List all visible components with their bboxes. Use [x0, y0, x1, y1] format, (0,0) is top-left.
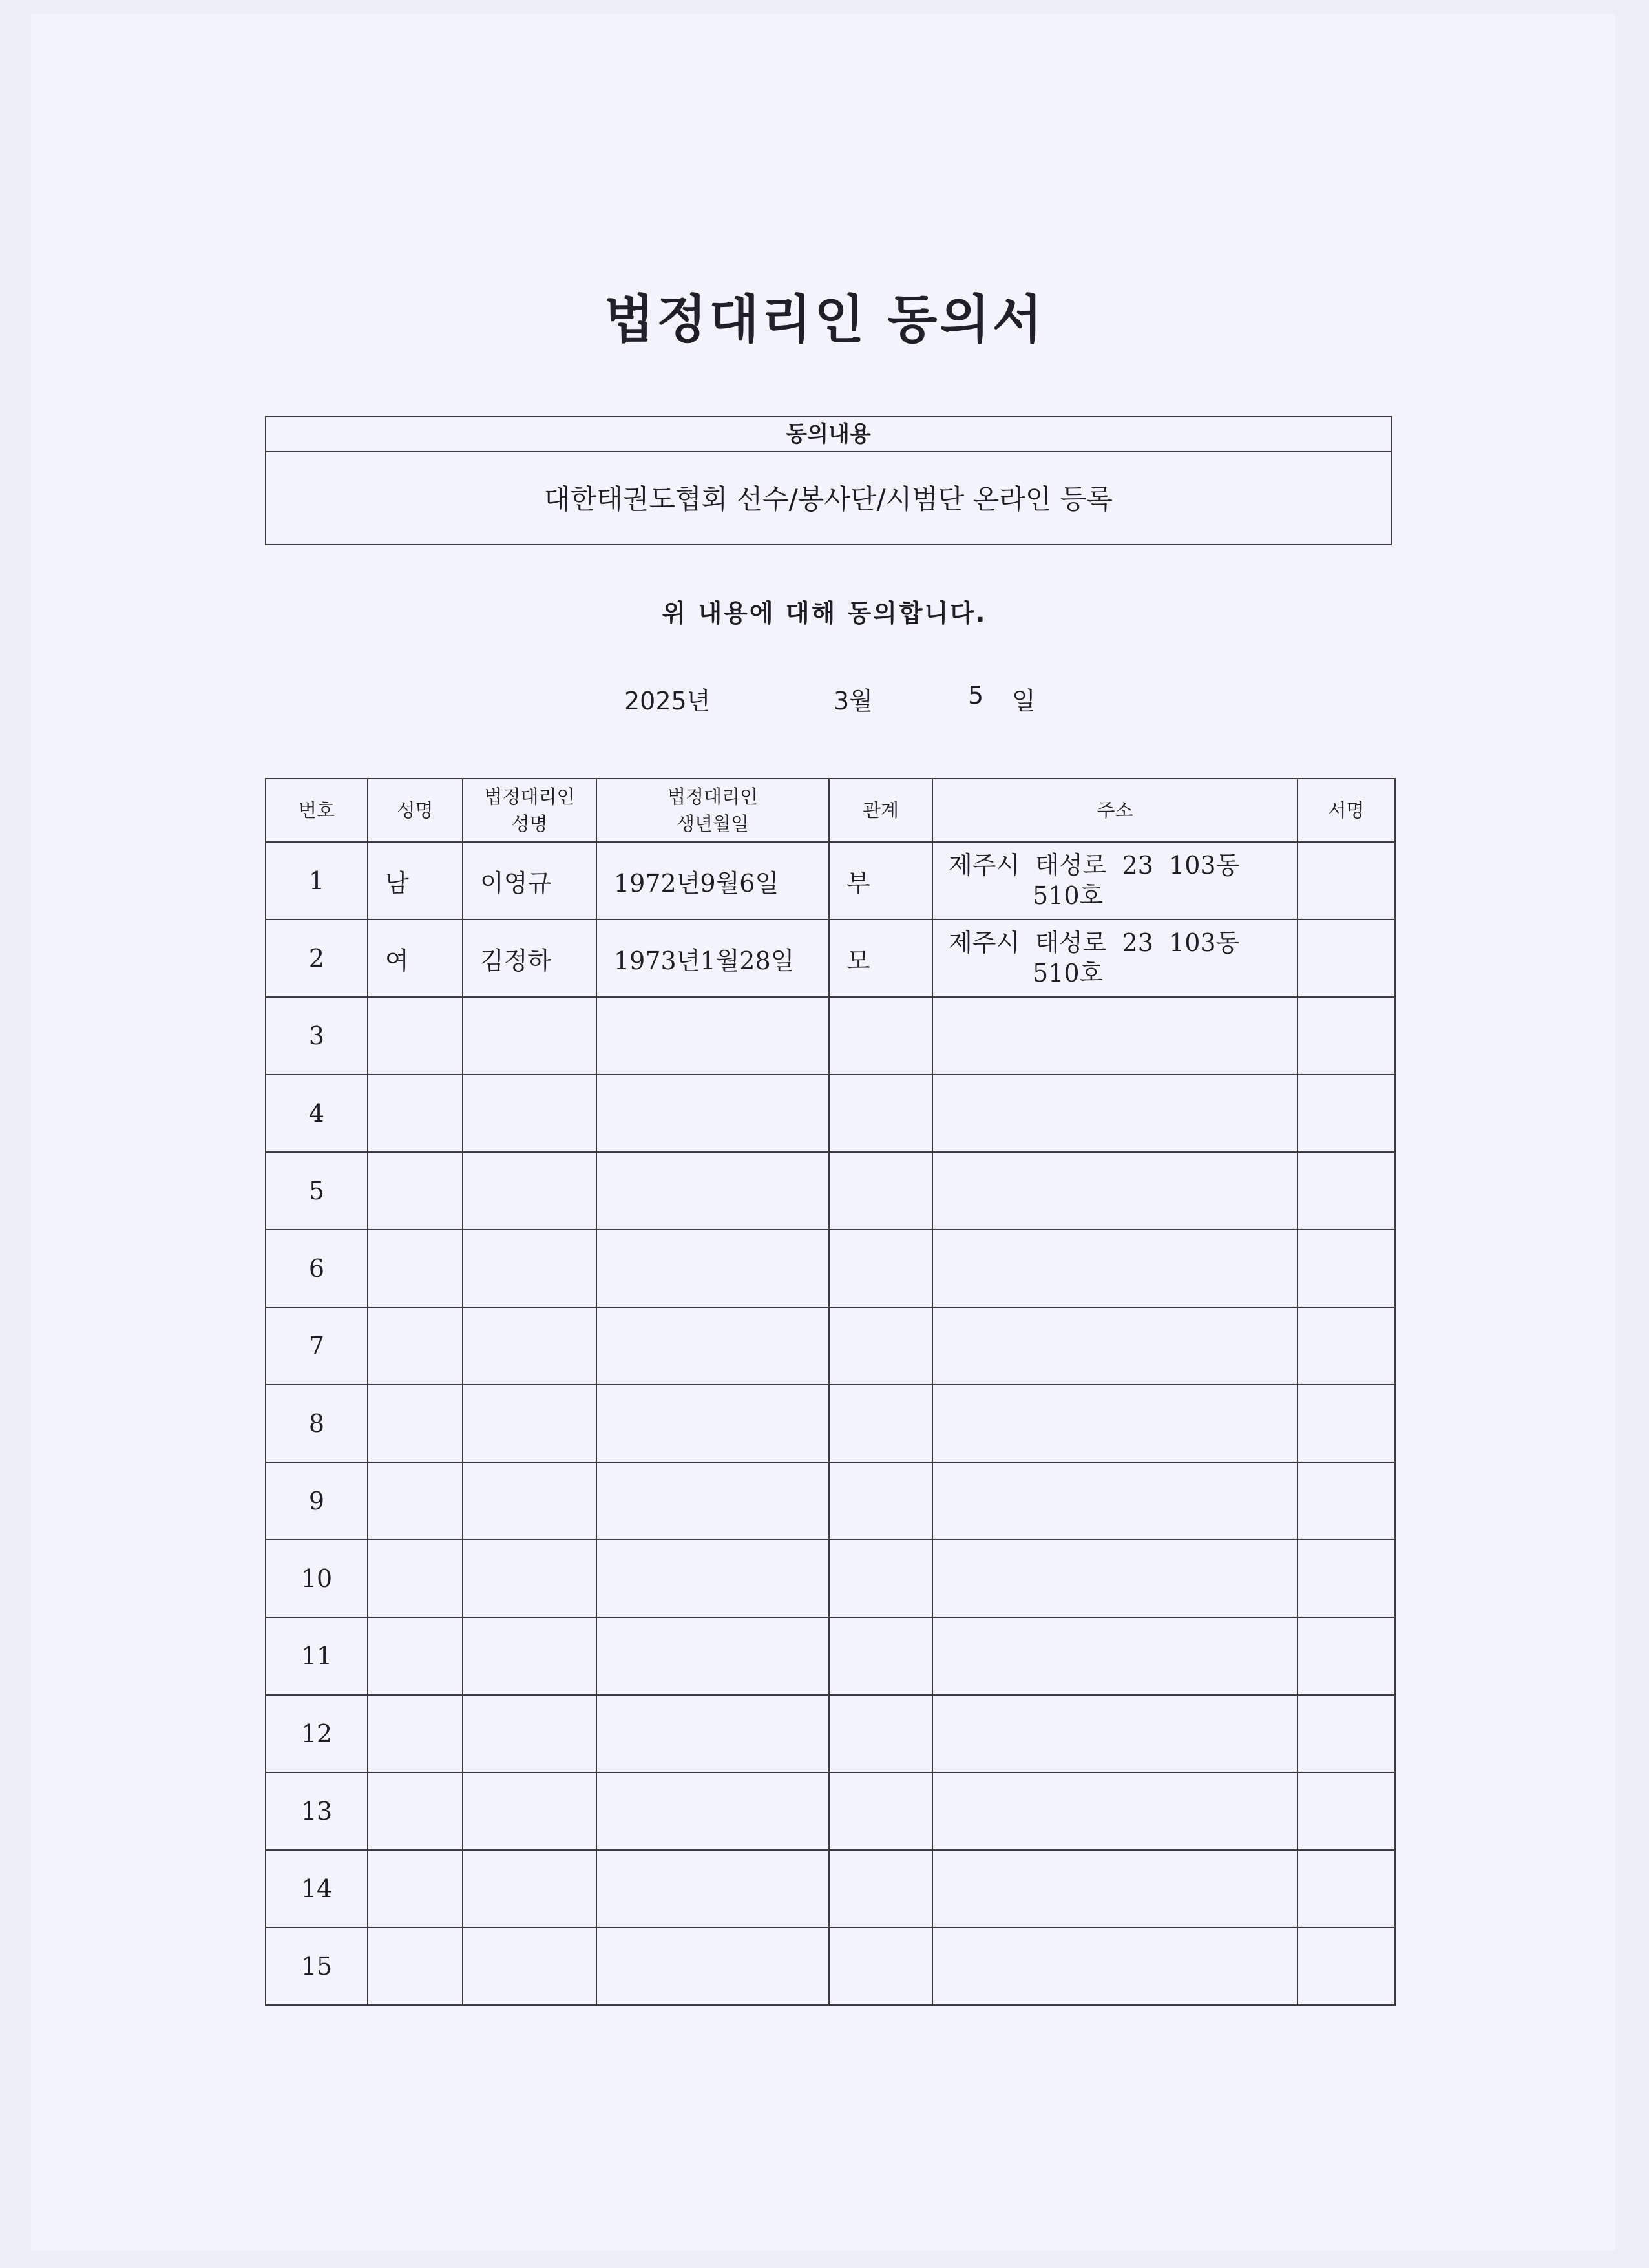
- address-line-2: 510호: [1033, 881, 1104, 910]
- table-row: [266, 1850, 1395, 1927]
- cell-name: [368, 1850, 463, 1927]
- cell-guardian-name: [463, 1772, 596, 1850]
- header-name: 성명: [368, 779, 463, 842]
- cell-name: [368, 1462, 463, 1540]
- cell-guardian-birth: 1972년9월6일: [596, 842, 829, 919]
- cell-name: [368, 1927, 463, 2005]
- cell-signature: [1297, 1772, 1395, 1850]
- header-guardian-name: 법정대리인 성명: [463, 779, 596, 842]
- cell-guardian-name: 이영규: [463, 842, 596, 919]
- cell-guardian-birth: [596, 1307, 829, 1385]
- table-row: [266, 1462, 1395, 1540]
- cell-guardian-name: [463, 1927, 596, 2005]
- cell-name: [368, 1075, 463, 1152]
- cell-no: 6: [266, 1230, 368, 1307]
- consent-box: [265, 416, 1392, 545]
- address-line-1: 제주시 태성로 23 103동: [949, 850, 1240, 879]
- cell-guardian-name: 김정하: [463, 919, 596, 997]
- cell-guardian-name: [463, 1307, 596, 1385]
- cell-guardian-birth: [596, 1850, 829, 1927]
- cell-address: [932, 1385, 1297, 1462]
- cell-no: 7: [266, 1307, 368, 1385]
- cell-address: [932, 919, 1297, 997]
- cell-no: 15: [266, 1927, 368, 2005]
- cell-signature: [1297, 1230, 1395, 1307]
- table-header-row: [266, 779, 1395, 842]
- cell-signature: [1297, 997, 1395, 1075]
- cell-no: 12: [266, 1695, 368, 1772]
- cell-name: 남: [368, 842, 463, 919]
- cell-name: [368, 997, 463, 1075]
- cell-signature: [1297, 1540, 1395, 1617]
- cell-guardian-birth: [596, 1540, 829, 1617]
- cell-relation: [829, 1462, 932, 1540]
- cell-address: [932, 1230, 1297, 1307]
- cell-guardian-name: [463, 997, 596, 1075]
- cell-guardian-name: [463, 1695, 596, 1772]
- cell-name: [368, 1695, 463, 1772]
- cell-address: [932, 1540, 1297, 1617]
- header-no: 번호: [266, 779, 368, 842]
- cell-relation: [829, 1540, 932, 1617]
- table-row: [266, 1540, 1395, 1617]
- table-row: [266, 1617, 1395, 1695]
- header-signature: 서명: [1297, 779, 1395, 842]
- agreement-statement: 위 내용에 대해 동의합니다.: [662, 599, 987, 627]
- table-row: [266, 1927, 1395, 2005]
- cell-signature: [1297, 1307, 1395, 1385]
- table-row: [266, 1230, 1395, 1307]
- cell-signature: [1297, 1152, 1395, 1230]
- cell-relation: [829, 1850, 932, 1927]
- cell-address: [932, 1075, 1297, 1152]
- address-line-1: 제주시 태성로 23 103동: [949, 928, 1240, 957]
- cell-no: 1: [266, 842, 368, 919]
- cell-guardian-birth: [596, 1772, 829, 1850]
- cell-relation: [829, 1772, 932, 1850]
- cell-signature: [1297, 1617, 1395, 1695]
- cell-guardian-birth: [596, 1075, 829, 1152]
- cell-guardian-name: [463, 1540, 596, 1617]
- table-row: [266, 1772, 1395, 1850]
- table-row: [266, 842, 1395, 919]
- cell-signature: [1297, 1695, 1395, 1772]
- cell-no: 2: [266, 919, 368, 997]
- table-row: [266, 1307, 1395, 1385]
- cell-guardian-name: [463, 1385, 596, 1462]
- cell-relation: [829, 1307, 932, 1385]
- cell-name: [368, 1307, 463, 1385]
- date-day: 5: [968, 681, 984, 709]
- table-row: [266, 1152, 1395, 1230]
- cell-address: [932, 1617, 1297, 1695]
- header-guardian-birth: 법정대리인 생년월일: [596, 779, 829, 842]
- table-row: [266, 1695, 1395, 1772]
- cell-guardian-name: [463, 1230, 596, 1307]
- cell-relation: [829, 1230, 932, 1307]
- cell-address: [932, 1927, 1297, 2005]
- cell-no: 3: [266, 997, 368, 1075]
- cell-signature: [1297, 1927, 1395, 2005]
- cell-address: [932, 1772, 1297, 1850]
- cell-guardian-birth: [596, 1927, 829, 2005]
- guardian-table: [265, 778, 1396, 2006]
- cell-relation: [829, 997, 932, 1075]
- consent-header: 동의내용: [266, 417, 1391, 452]
- cell-name: [368, 1385, 463, 1462]
- cell-guardian-birth: [596, 1152, 829, 1230]
- cell-guardian-birth: [596, 1385, 829, 1462]
- cell-signature: [1297, 1075, 1395, 1152]
- cell-signature: [1297, 919, 1395, 997]
- cell-guardian-birth: [596, 1462, 829, 1540]
- guardian-table-wrap: [265, 778, 1394, 2006]
- cell-relation: [829, 1927, 932, 2005]
- header-address: 주소: [932, 779, 1297, 842]
- date-year: 2025년: [624, 687, 711, 715]
- date-month: 3월: [834, 687, 873, 715]
- cell-guardian-name: [463, 1152, 596, 1230]
- address-line-2: 510호: [1033, 959, 1104, 987]
- cell-guardian-name: [463, 1850, 596, 1927]
- cell-signature: [1297, 1462, 1395, 1540]
- cell-relation: [829, 1152, 932, 1230]
- cell-relation: 모: [829, 919, 932, 997]
- table-row: [266, 919, 1395, 997]
- cell-relation: [829, 1695, 932, 1772]
- cell-guardian-birth: [596, 1617, 829, 1695]
- date-day-unit: 일: [1012, 687, 1036, 715]
- table-row: [266, 997, 1395, 1075]
- cell-guardian-birth: [596, 997, 829, 1075]
- cell-address: [932, 1850, 1297, 1927]
- cell-no: 8: [266, 1385, 368, 1462]
- cell-guardian-name: [463, 1075, 596, 1152]
- cell-no: 9: [266, 1462, 368, 1540]
- cell-address: [932, 1307, 1297, 1385]
- cell-signature: [1297, 1385, 1395, 1462]
- cell-name: [368, 1152, 463, 1230]
- document-title: 법정대리인 동의서: [604, 289, 1045, 350]
- table-row: [266, 1385, 1395, 1462]
- cell-no: 5: [266, 1152, 368, 1230]
- cell-guardian-birth: 1973년1월28일: [596, 919, 829, 997]
- cell-signature: [1297, 842, 1395, 919]
- cell-guardian-birth: [596, 1695, 829, 1772]
- cell-relation: 부: [829, 842, 932, 919]
- cell-relation: [829, 1385, 932, 1462]
- cell-name: [368, 1772, 463, 1850]
- cell-no: 10: [266, 1540, 368, 1617]
- cell-name: [368, 1230, 463, 1307]
- cell-address: [932, 1152, 1297, 1230]
- cell-name: [368, 1540, 463, 1617]
- cell-guardian-name: [463, 1462, 596, 1540]
- consent-body: 대한태권도협회 선수/봉사단/시범단 온라인 등록: [544, 483, 1113, 515]
- cell-no: 4: [266, 1075, 368, 1152]
- cell-address: [932, 1695, 1297, 1772]
- cell-name: 여: [368, 919, 463, 997]
- table-row: [266, 1075, 1395, 1152]
- cell-name: [368, 1617, 463, 1695]
- cell-no: 13: [266, 1772, 368, 1850]
- cell-address: [932, 1462, 1297, 1540]
- cell-no: 14: [266, 1850, 368, 1927]
- cell-guardian-birth: [596, 1230, 829, 1307]
- cell-address: [932, 842, 1297, 919]
- cell-address: [932, 997, 1297, 1075]
- cell-no: 11: [266, 1617, 368, 1695]
- cell-relation: [829, 1075, 932, 1152]
- cell-signature: [1297, 1850, 1395, 1927]
- cell-guardian-name: [463, 1617, 596, 1695]
- header-relation: 관계: [829, 779, 932, 842]
- cell-relation: [829, 1617, 932, 1695]
